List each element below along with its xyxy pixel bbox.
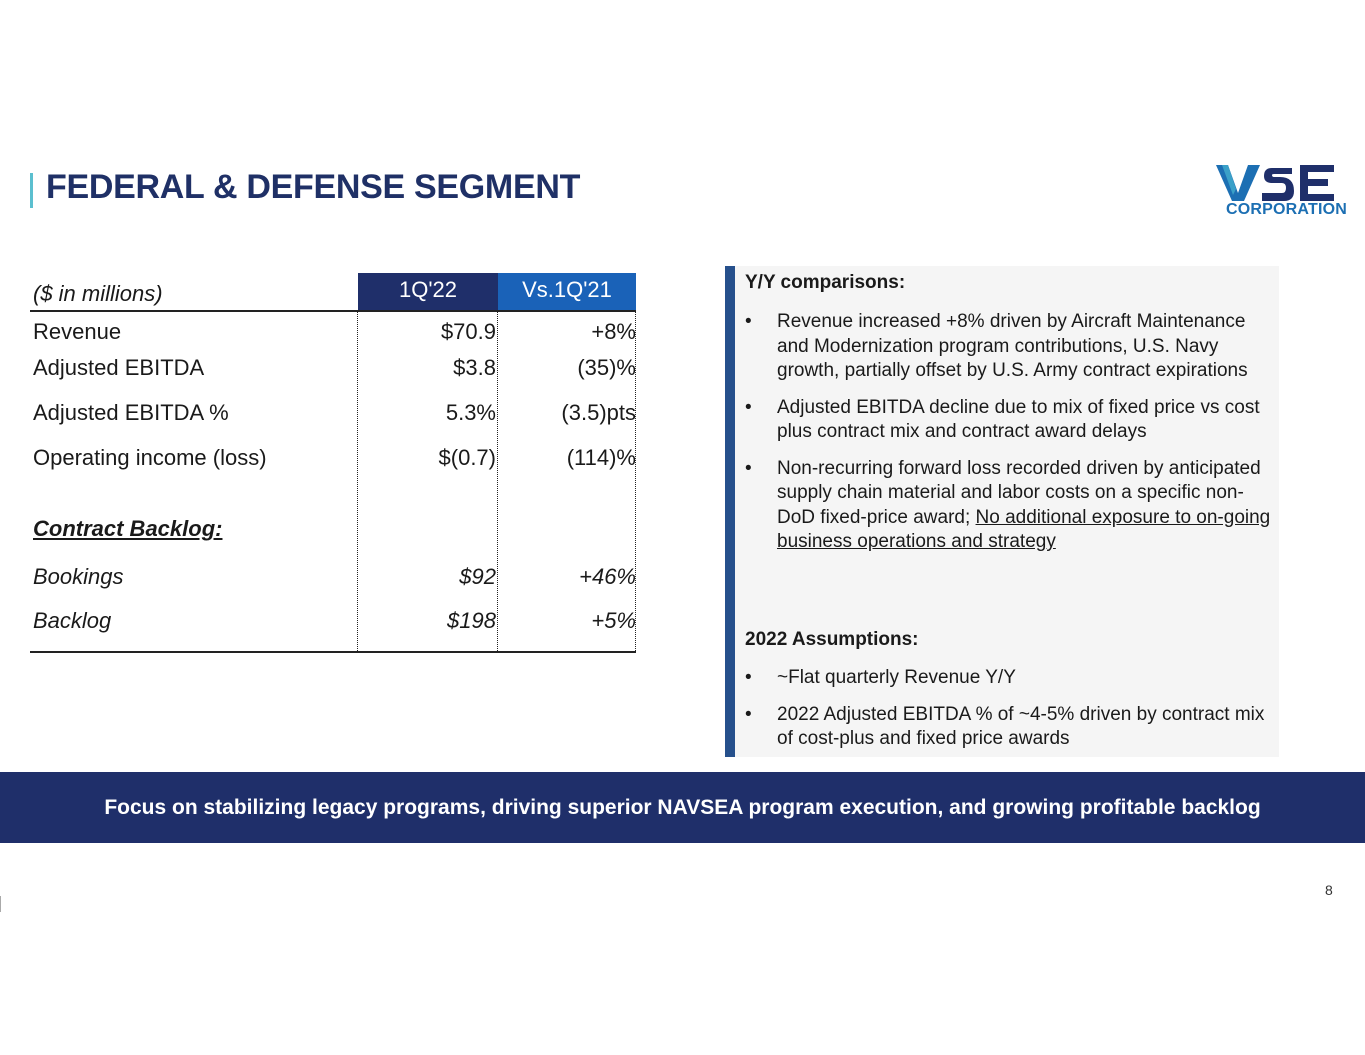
row-value-vs-1q21: (3.5)pts	[561, 400, 636, 425]
contract-backlog-heading: Contract Backlog:	[33, 516, 223, 541]
bullet-icon: •	[745, 667, 752, 688]
financial-table	[30, 273, 636, 653]
row-value-vs-1q21: +5%	[591, 608, 636, 633]
table-header-rule	[30, 310, 636, 312]
row-value-vs-1q21: +46%	[579, 564, 636, 589]
logo-subtitle: CORPORATION	[1226, 201, 1348, 218]
table-row	[30, 608, 636, 638]
list-item-underlined-text: No additional exposure to on-going business operations and strategy	[777, 506, 1271, 552]
row-value-1q22: 5.3%	[445, 400, 496, 425]
row-value-1q22: $3.8	[453, 355, 496, 380]
bullet-icon: •	[745, 703, 752, 725]
list-item	[745, 457, 1280, 555]
row-label: Adjusted EBITDA %	[33, 400, 229, 425]
row-label: Operating income (loss)	[33, 445, 267, 470]
row-value-1q22: $198	[447, 608, 496, 633]
assumptions-heading: 2022 Assumptions:	[745, 629, 919, 650]
title-accent-bar	[30, 173, 33, 208]
commentary-panel	[725, 266, 1279, 757]
bullet-icon: •	[745, 396, 752, 418]
row-value-vs-1q21: (35)%	[577, 355, 636, 380]
table-row	[30, 564, 636, 594]
row-value-vs-1q21: (114)%	[566, 445, 636, 470]
list-item	[745, 396, 1280, 445]
column-header-vs-1q21: Vs.1Q'21	[498, 273, 636, 310]
column-header-1q22: 1Q'22	[358, 273, 498, 310]
table-row	[30, 355, 636, 385]
assumptions-list	[745, 666, 1280, 764]
focus-banner: Focus on stabilizing legacy programs, driving superior NAVSEA program execution, and growing profitable backlog	[0, 772, 1365, 843]
list-item-text: 2022 Adjusted EBITDA % of ~4-5% driven by contract mix of cost-plus and fixed price awards	[777, 703, 1265, 749]
vse-logo-icon	[1216, 163, 1336, 203]
list-item-text: Revenue increased +8% driven by Aircraft Maintenance and Modernization program contributions, U.S. Navy growth, partially offset by U.S. Army contract expirations	[777, 311, 1248, 381]
bullet-icon: •	[745, 311, 752, 332]
vse-corporation-logo	[1216, 163, 1348, 219]
list-item	[745, 310, 1280, 384]
table-row	[30, 445, 636, 475]
row-label: Adjusted EBITDA	[33, 355, 205, 380]
row-value-vs-1q21: +8%	[591, 319, 636, 344]
yy-comparisons-heading: Y/Y comparisons:	[745, 272, 906, 293]
row-label: Revenue	[33, 319, 122, 344]
table-row	[30, 319, 636, 349]
list-item	[745, 703, 1280, 752]
row-value-1q22: $92	[459, 564, 496, 589]
yy-comparisons-list	[745, 310, 1280, 567]
page-number: 8	[1325, 882, 1333, 898]
table-bottom-rule	[30, 651, 636, 653]
edge-mark	[0, 896, 1, 912]
row-label: Bookings	[33, 564, 124, 589]
page-title: FEDERAL & DEFENSE SEGMENT	[46, 168, 581, 206]
list-item-text: Non-recurring forward loss recorded driven by anticipated supply chain material and labor costs on a specific non-DoD fixed-price award;	[777, 457, 1261, 528]
bullet-icon: •	[745, 457, 752, 479]
row-label: Backlog	[33, 608, 112, 633]
row-value-1q22: $(0.7)	[438, 445, 496, 470]
list-item-text: ~Flat quarterly Revenue Y/Y	[777, 667, 1016, 688]
list-item	[745, 666, 1280, 691]
list-item-text: Adjusted EBITDA decline due to mix of fixed price vs cost plus contract mix and contract award delays	[777, 396, 1260, 442]
row-value-1q22: $70.9	[440, 319, 496, 344]
table-row	[30, 400, 636, 430]
units-label: ($ in millions)	[33, 281, 163, 306]
